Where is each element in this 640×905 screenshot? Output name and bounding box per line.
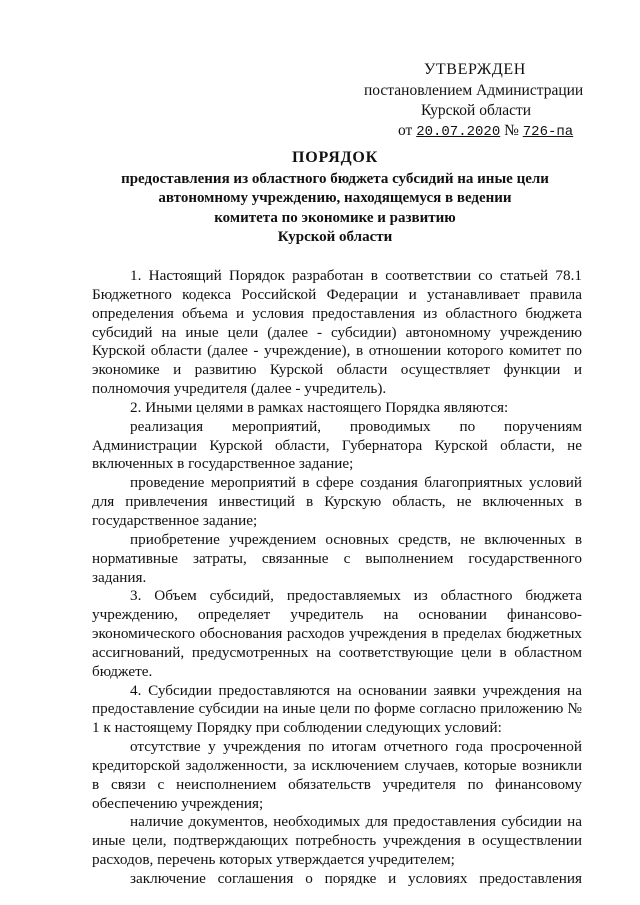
heading-line-1: предоставления из областного бюджета субсидий на иные цели xyxy=(121,170,549,187)
paragraph-2-item-1: реализация мероприятий, проводимых по поручениям Администрации Курской области, Губернатора Курской области, не включенных в государственное задание; xyxy=(92,417,582,473)
approval-date: 20.07.2020 xyxy=(416,124,501,140)
paragraph-3: 3. Объем субсидий, предоставляемых из областного бюджета учреждению, определяет учредитель на основании финансово-экономического обоснования расходов учреждения в пределах бюджетных ассигнований, предусмотренных на соответствующие цели в областном бюджете. xyxy=(92,587,582,680)
heading-line-3: комитета по экономике и развитию xyxy=(214,209,456,226)
paragraph-2: 2. Иными целями в рамках настоящего Порядка являются: xyxy=(130,398,509,416)
approval-line-1: постановлением Администрации xyxy=(364,82,584,99)
paragraph-2-item-3: приобретение учреждением основных средств, не включенных в нормативные затраты, связанные с выполнением государственного задания. xyxy=(92,530,582,586)
approval-number-sign: № xyxy=(504,122,519,139)
paragraph-4: 4. Субсидии предоставляются на основании заявки учреждения на предоставление субсидии на иные цели по форме согласно приложению № 1 к настоящему Порядку при соблюдении следующих условий: xyxy=(92,681,582,737)
paragraph-2-item-2: проведение мероприятий в сфере создания благоприятных условий для привлечения инвестиций в Курскую область, не включенных в государственное задание; xyxy=(92,474,582,529)
document-body xyxy=(92,267,582,889)
paragraph-4-item-2: наличие документов, необходимых для предоставления субсидии на иные цели, подтверждающих потребность учреждения в осуществлении расходов, перечень которых утверждается учредителем; xyxy=(92,813,582,869)
heading-title: ПОРЯДОК xyxy=(291,149,379,166)
approval-title: УТВЕРЖДЕН xyxy=(424,61,526,78)
document-heading xyxy=(100,148,570,248)
paragraph-4-item-1: отсутствие у учреждения по итогам отчетного года просроченной кредиторской задолженности, за исключением случаев, которые возникли в связи с неисполнением обязательств учредителя по финансовому обеспечению учреждения; xyxy=(92,738,582,812)
approval-date-prefix: от xyxy=(398,122,413,139)
heading-line-4: Курской области xyxy=(277,229,393,245)
paragraph-4-item-3: заключение соглашения о порядке и условиях предоставления xyxy=(130,870,582,887)
heading-line-2: автономному учреждению, находящемуся в ведении xyxy=(158,190,512,206)
paragraph-1: 1. Настоящий Порядок разработан в соответствии со статьей 78.1 Бюджетного кодекса Российской Федерации и устанавливает правила определения объема и условия предоставления из областного бюджета субсидий на иные цели (далее - субсидии) автономному учреждению Курской области (далее - учреждение), в отношении которого комитет по экономике и развитию Курской области осуществляет функции и полномочия учредителя (далее - учредитель). xyxy=(92,267,582,398)
approval-stamp xyxy=(364,60,624,142)
approval-date-line xyxy=(364,121,624,142)
approval-number: 726-па xyxy=(522,124,574,140)
approval-line-2: Курской области xyxy=(421,102,532,119)
